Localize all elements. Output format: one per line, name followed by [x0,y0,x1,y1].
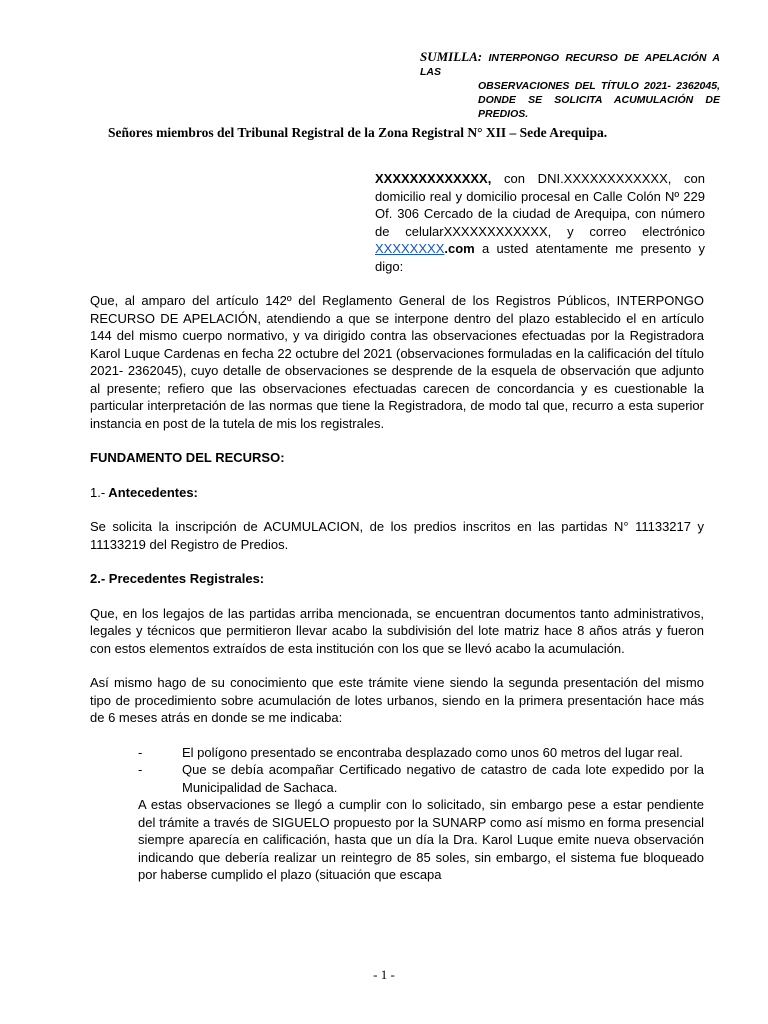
page-number: - 1 - [373,967,395,982]
list-item [138,761,704,796]
observations-list [138,744,704,884]
applicant-text-1: con DNI.XXXXXXXXXXXX, con domicilio real y domicilio procesal en Calle Colón Nº 229 Of. 306 Cercado de la ciudad de Arequipa, con número de celularXXXXXXXXXXXX, y correo electrónico [375,171,705,239]
document-body [90,292,704,884]
section-1-title: Antecedentes: [105,484,198,500]
recipient-heading: Señores miembros del Tribunal Registral de la Zona Registral N° XII – Sede Arequipa. [108,125,608,140]
sumilla-label: SUMILLA: [420,49,483,64]
sumilla-line-2: OBSERVACIONES DEL TÍTULO 2021- 2362045, [478,80,720,92]
sumilla-text-1: INTERPONGO RECURSO DE APELACIÓN A LAS [420,52,720,78]
sumilla-line-3: DONDE SE SOLICITA ACUMULACIÓN DE PREDIOS. [478,94,720,120]
list-item-text: El polígono presentado se encontraba desplazado como unos 60 metros del lugar real. [182,744,683,760]
intro-paragraph: Que, al amparo del artículo 142º del Reglamento General de los Registros Públicos, INTERPONGO RECURSO DE APELACIÓN, atendiendo a que se interpone dentro del plazo establecido el en artículo 144 del mismo cuerpo normativo, y va dirigido contra las observaciones efectuadas por la Registradora Karol Luque Cardenas en fecha 22 octubre del 2021 (observaciones formuladas en la calificación del título 2021- 2362045), cuyo detalle de observaciones se desprende de la esquela de observación que adjunto al presente; refiero que las observaciones efectuadas carecen de concordancia y es cuestionable la particular interpretación de las normas que tiene la Registradora, de modo tal que, recurro a esta superior instancia en post de la tutela de mis los registrales. [90,293,704,431]
section-2-paragraph-1: Que, en los legajos de las partidas arriba mencionada, se encuentran documentos tanto administrativos, legales y técnicos que permitieron llevar acabo la subdivisión del lote matriz hace 8 años atrás y fueron con estos elementos extraídos de esta institución con los que se llevó acabo la acumulación. [90,605,704,656]
email-suffix: .com [444,241,475,256]
section-1-number: 1.- [90,484,106,500]
sumilla-block [420,50,720,121]
section-1-heading [90,484,704,502]
section-2-title: Precedentes Registrales: [105,571,265,586]
fundamento-heading: FUNDAMENTO DEL RECURSO: [90,450,285,465]
section-2-paragraph-2-text: Así mismo hago de su conocimiento que este trámite viene siendo la segunda presentación del mismo tipo de procedimiento sobre acumulación de lotes urbanos, siendo en la primera presentación hace más de 6 meses atrás en donde se me indicaba: [90,675,704,725]
section-2-heading [90,570,704,588]
applicant-text-2: a usted atentamente me presento y digo: [375,241,705,274]
sumilla-line-1 [420,50,720,79]
continuation-paragraph: A estas observaciones se llegó a cumplir con lo solicitado, sin embargo pese a estar pendiente del trámite a través de SIGUELO propuesto por la SUNARP como así mismo en forma presencial siempre aparecía en calificación, hasta que un día la Dra. Karol Luque emite nueva observación indicando que debería realizar un reintegro de 85 soles, sin embargo, el sistema fue bloqueado por haberse cumplido el plazo (situación que escapa [138,797,704,882]
section-1-text: Se solicita la inscripción de ACUMULACION, de los predios inscritos en las partidas N° 11133217 y 11133219 del Registro de Predios. [90,519,704,552]
email-link[interactable]: XXXXXXXX [375,241,445,256]
list-item-text: Que se debía acompañar Certificado negativo de catastro de cada lote expedido por la Municipalidad de Sachaca. [182,762,704,795]
applicant-block [375,170,705,275]
bullet-dash: - [138,762,143,777]
section-2-paragraph-2 [90,674,704,727]
bullet-dash: - [138,744,143,760]
section-2-number: 2.- [90,571,106,586]
list-item [138,744,704,762]
applicant-name: XXXXXXXXXXXXX, [375,171,492,186]
